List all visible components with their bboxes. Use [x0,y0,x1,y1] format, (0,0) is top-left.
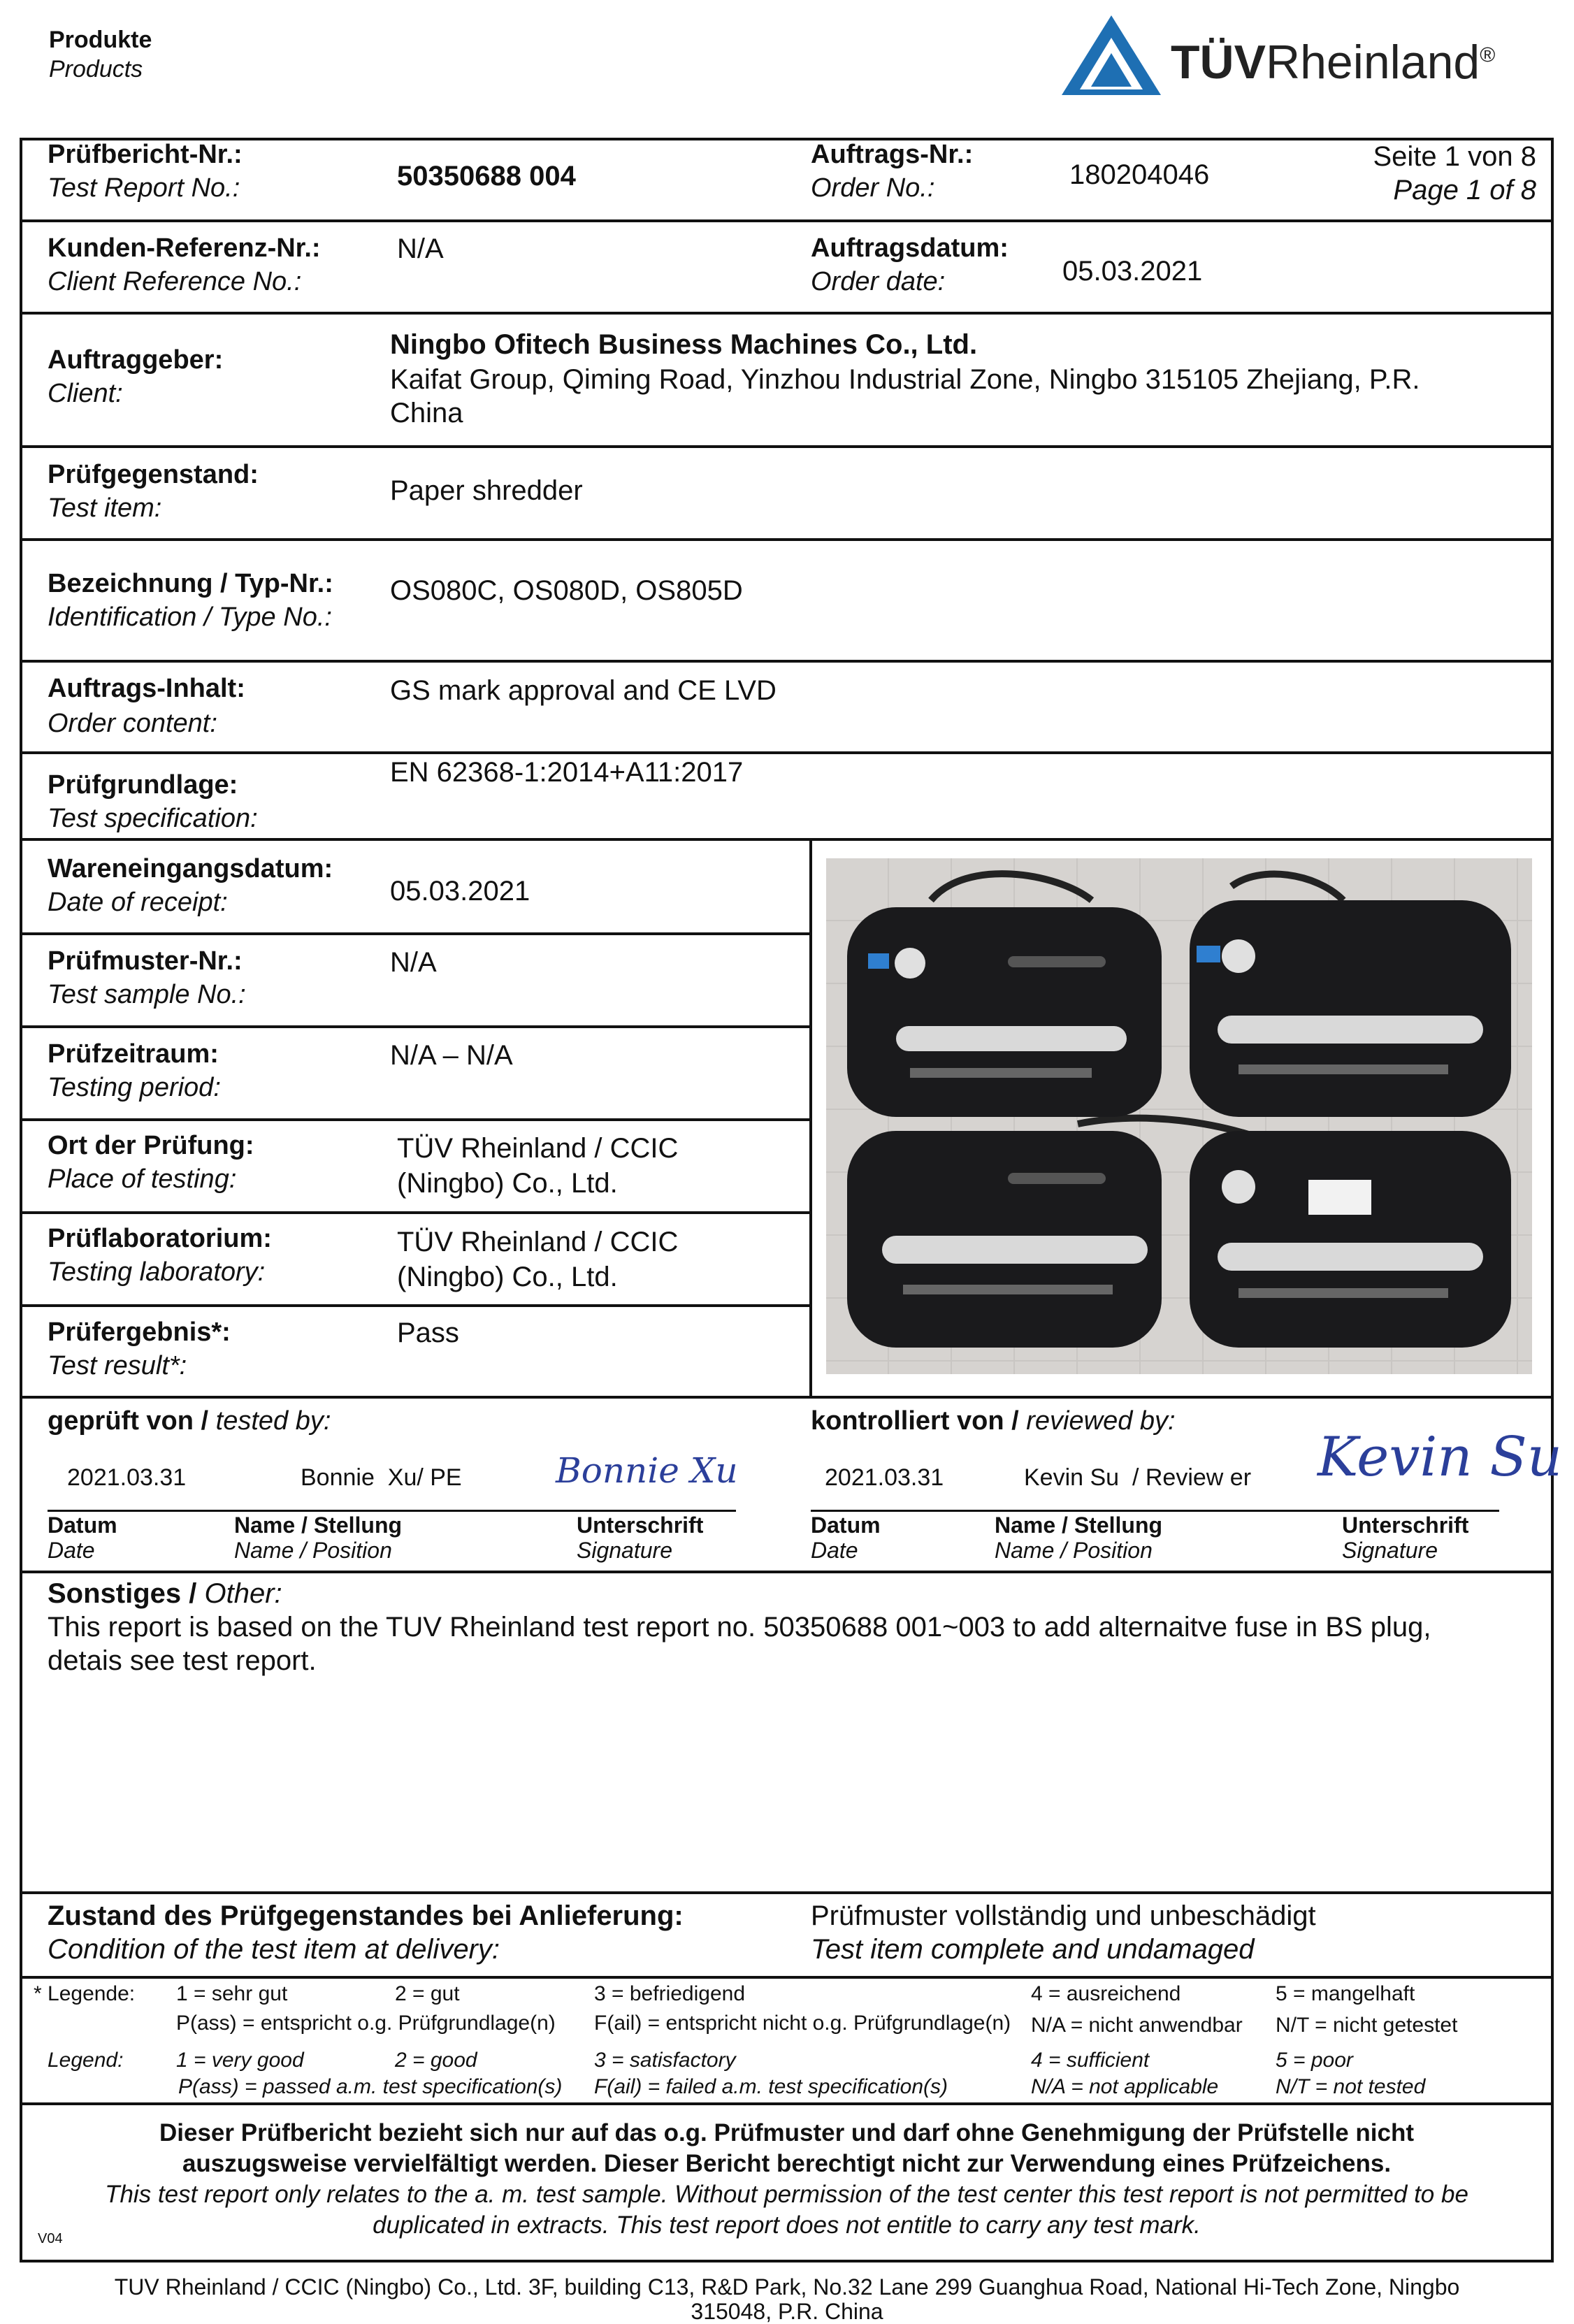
client-ref-value: N/A [397,233,444,264]
client-ref-label-en: Client Reference No.: [48,267,302,296]
divider [20,751,1551,754]
order-content-value: GS mark approval and CE LVD [390,675,777,706]
place-value-line1: TÜV Rheinland / CCIC [397,1133,679,1164]
divider [20,445,1551,448]
col-date-en: Date [811,1538,858,1563]
reviewed-name: Kevin Su / Review er [1024,1464,1252,1491]
place-label-en: Place of testing: [48,1164,237,1194]
tested-by-label-de: geprüft von / [48,1406,209,1436]
order-content-label-en: Order content: [48,709,217,738]
test-spec-value: EN 62368-1:2014+A11:2017 [390,757,744,788]
legend-en-nt: N/T = not tested [1276,2075,1426,2098]
shredder-3 [847,1131,1162,1348]
period-label-de: Prüfzeitraum: [48,1039,219,1069]
products-label-en: Products [49,56,143,82]
divider [20,312,1551,315]
type-label-de: Bezeichnung / Typ-Nr.: [48,569,333,598]
order-content-label-de: Auftrags-Inhalt: [48,674,245,703]
brand-rheinland: Rheinland [1266,36,1480,89]
tested-name: Bonnie Xu/ PE [301,1464,462,1491]
test-spec-label-de: Prüfgrundlage: [48,770,238,800]
other-text-line1: This report is based on the TUV Rheinland test report no. 50350688 001~003 to add alternaitve fuse in BS plug, [48,1612,1431,1643]
other-text-line2: detais see test report. [48,1645,317,1676]
type-label-en: Identification / Type No.: [48,602,332,632]
lab-value-line1: TÜV Rheinland / CCIC [397,1227,679,1257]
legend-de-2: 2 = gut [395,1982,460,2005]
divider [20,2102,1551,2105]
footer-address-line2: 315048, P.R. China [691,2299,883,2324]
result-label-de: Prüfergebnis*: [48,1318,231,1347]
legend-de-nt: N/T = nicht getestet [1276,2014,1458,2037]
disclaimer-de-line2: auszugsweise vervielfältigt werden. Dieser Bericht berechtigt nicht zur Verwendung eines Prüfzeichens. [182,2150,1392,2177]
client-address-line2: China [390,398,463,428]
other-label-de: Sonstiges / [48,1578,197,1609]
test-item-value: Paper shredder [390,475,583,506]
tested-signature: Bonnie Xu [556,1450,738,1491]
divider-vertical [809,838,812,1397]
place-value-line2: (Ningbo) Co., Ltd. [397,1168,618,1199]
shredder-1 [847,907,1162,1117]
footer-address-line1: TUV Rheinland / CCIC (Ningbo) Co., Ltd. 3F, building C13, R&D Park, No.32 Lane 299 Guanghua Road, National Hi-Tech Zone, Ningbo [114,2274,1460,2300]
col-date-en: Date [48,1538,95,1563]
client-address-line1: Kaifat Group, Qiming Road, Yinzhou Industrial Zone, Ningbo 315105 Zhejiang, P.R. [390,364,1420,395]
order-date-label-en: Order date: [811,267,946,296]
legend-de-pass: P(ass) = entspricht o.g. Prüfgrundlage(n) [176,2012,556,2035]
disclaimer-en-line1: This test report only relates to the a. m. test sample. Without permission of the test center this test report is not permitted to be [105,2181,1468,2208]
divider [20,1118,811,1121]
divider [20,538,1551,541]
order-no-label-en: Order No.: [811,173,935,203]
col-name-en: Name / Position [234,1538,392,1563]
condition-label-de: Zustand des Prüfgegenstandes bei Anlieferung: [48,1900,684,1931]
period-value: N/A – N/A [390,1040,513,1071]
tuv-triangle-icon [1059,13,1164,96]
col-name-en: Name / Position [995,1538,1153,1563]
result-value: Pass [397,1318,459,1348]
order-no-label-de: Auftrags-Nr.: [811,140,974,169]
report-no-label-de: Prüfbericht-Nr.: [48,140,243,169]
client-label-en: Client: [48,379,123,408]
divider [20,1891,1551,1894]
col-name-de: Name / Stellung [995,1513,1163,1538]
reviewed-by-label-de: kontrolliert von / [811,1406,1019,1436]
shredder-2 [1190,900,1511,1117]
other-heading [48,1577,282,1610]
legend-de-5: 5 = mangelhaft [1276,1982,1415,2005]
sample-value: N/A [390,947,437,978]
legend-en-fail: F(ail) = failed a.m. test specification(s) [594,2075,948,2098]
shredder-4 [1190,1131,1511,1348]
period-label-en: Testing period: [48,1073,221,1102]
col-date-de: Datum [48,1513,117,1538]
order-date-value: 05.03.2021 [1062,256,1203,287]
legend-en-1: 1 = very good [176,2049,304,2072]
receipt-value: 05.03.2021 [390,876,530,907]
brand-tuv: TÜV [1171,36,1266,89]
col-signature-en: Signature [1342,1538,1438,1563]
legend-de-fail: F(ail) = entspricht nicht o.g. Prüfgrundlage(n) [594,2012,1011,2035]
divider [20,838,1551,841]
divider [20,1211,811,1214]
place-label-de: Ort der Prüfung: [48,1131,254,1160]
tuv-logo [1059,13,1548,103]
client-label-de: Auftraggeber: [48,345,224,375]
sample-label-en: Test sample No.: [48,980,246,1009]
page-number-de: Seite 1 von 8 [1373,141,1536,172]
col-signature-de: Unterschrift [1342,1513,1469,1538]
divider [20,219,1551,222]
version-label: V04 [38,2231,63,2246]
legend-label-en: Legend: [48,2049,124,2072]
test-item-label-de: Prüfgegenstand: [48,460,259,489]
divider [20,1025,811,1028]
col-signature-de: Unterschrift [577,1513,704,1538]
other-label-en: Other: [204,1578,282,1609]
condition-label-en: Condition of the test item at delivery: [48,1934,500,1965]
divider [20,1396,1551,1399]
divider [20,932,811,935]
condition-value-de: Prüfmuster vollständig und unbeschädigt [811,1900,1316,1931]
receipt-label-en: Date of receipt: [48,888,228,917]
legend-en-5: 5 = poor [1276,2049,1353,2072]
legend-label-de: * Legende: [34,1982,136,2005]
lab-value-line2: (Ningbo) Co., Ltd. [397,1262,618,1292]
reviewed-by-label-en: reviewed by: [1026,1406,1176,1436]
legend-de-4: 4 = ausreichend [1031,1982,1181,2005]
divider [20,660,1551,663]
legend-de-1: 1 = sehr gut [176,1982,288,2005]
col-date-de: Datum [811,1513,881,1538]
client-ref-label-de: Kunden-Referenz-Nr.: [48,233,321,263]
order-date-label-de: Auftragsdatum: [811,233,1009,263]
divider [20,1571,1551,1573]
lab-label-en: Testing laboratory: [48,1257,266,1287]
test-item-label-en: Test item: [48,493,162,523]
legend-en-2: 2 = good [395,2049,477,2072]
shredder-photo [826,858,1532,1374]
divider [20,1304,811,1307]
col-name-de: Name / Stellung [234,1513,403,1538]
legend-en-4: 4 = sufficient [1031,2049,1150,2072]
tested-by-heading [48,1405,331,1437]
receipt-label-de: Wareneingangsdatum: [48,854,333,883]
disclaimer-en-line2: duplicated in extracts. This test report does not entitle to carry any test mark. [373,2211,1201,2239]
result-label-en: Test result*: [48,1351,187,1380]
reviewed-by-heading [811,1405,1176,1437]
legend-de-na: N/A = nicht anwendbar [1031,2014,1243,2037]
legend-de-3: 3 = befriedigend [594,1982,746,2005]
disclaimer-de-line1: Dieser Prüfbericht bezieht sich nur auf das o.g. Prüfmuster und darf ohne Genehmigung der Prüfstelle nicht [159,2119,1414,2146]
order-no-value: 180204046 [1069,159,1210,190]
legend-en-pass: P(ass) = passed a.m. test specification(s) [178,2075,563,2098]
lab-label-de: Prüflaboratorium: [48,1224,272,1253]
tested-by-label-en: tested by: [215,1406,331,1436]
condition-value-en: Test item complete and undamaged [811,1934,1255,1965]
sample-label-de: Prüfmuster-Nr.: [48,946,243,976]
reviewed-date: 2021.03.31 [825,1464,944,1491]
type-value: OS080C, OS080D, OS805D [390,575,743,606]
reviewed-signature: Kevin Su [1317,1426,1563,1489]
divider [20,1976,1551,1979]
legend-en-na: N/A = not applicable [1031,2075,1219,2098]
client-name: Ningbo Ofitech Business Machines Co., Ltd. [390,329,978,360]
tested-date: 2021.03.31 [67,1464,187,1491]
page-number-en: Page 1 of 8 [1393,175,1536,205]
report-no-label-en: Test Report No.: [48,173,240,203]
report-no-value: 50350688 004 [397,161,576,192]
brand-registered: ® [1480,43,1496,67]
test-spec-label-en: Test specification: [48,804,258,833]
legend-en-3: 3 = satisfactory [594,2049,736,2072]
products-label-de: Produkte [49,27,152,53]
col-signature-en: Signature [577,1538,672,1563]
